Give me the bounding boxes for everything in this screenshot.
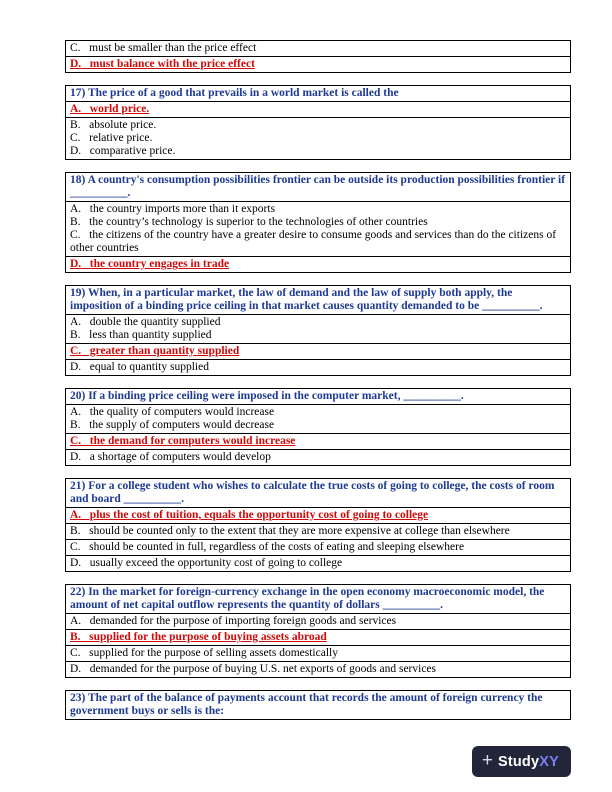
text-line: D. the country engages in trade bbox=[70, 258, 230, 270]
text-line: C. the demand for computers would increase bbox=[70, 435, 296, 447]
text-line: C. should be counted in full, regardless of the costs of eating and sleeping elsewhere bbox=[70, 541, 465, 553]
text-line: 21) For a college student who wishes to calculate the true costs of going to college, the costs of room and board __________. bbox=[70, 480, 558, 505]
logo-text-xy: XY bbox=[539, 753, 559, 770]
correct-answer-row bbox=[66, 101, 570, 117]
exam-question-table bbox=[65, 40, 571, 732]
text-line: B. absolute price. bbox=[70, 119, 157, 131]
question-22 bbox=[65, 584, 571, 678]
text-line: D. usually exceed the opportunity cost of going to college bbox=[70, 557, 343, 569]
text-line: 20) If a binding price ceiling were imposed in the computer market, __________. bbox=[70, 390, 464, 402]
question-21 bbox=[65, 478, 571, 572]
option-row bbox=[66, 555, 570, 571]
question-18 bbox=[65, 172, 571, 273]
text-line: D. comparative price. bbox=[70, 145, 176, 157]
text-line: 19) When, in a particular market, the law of demand and the law of supply both apply, the imposition of a binding price ceiling in that market causes quantity demanded to be __________. bbox=[70, 287, 543, 312]
text-line: D. equal to quantity supplied bbox=[70, 361, 209, 373]
question-row bbox=[66, 479, 570, 507]
correct-answer-row bbox=[66, 433, 570, 449]
question-23 bbox=[65, 690, 571, 720]
text-line: D. a shortage of computers would develop bbox=[70, 451, 271, 463]
text-line: C. must be smaller than the price effect bbox=[70, 42, 257, 54]
question-row bbox=[66, 86, 570, 101]
question-16-continued bbox=[65, 40, 571, 73]
question-row bbox=[66, 389, 570, 404]
text-line: C. supplied for the purpose of selling assets domestically bbox=[70, 647, 338, 659]
question-row bbox=[66, 173, 570, 201]
correct-answer-row bbox=[66, 343, 570, 359]
question-17 bbox=[65, 85, 571, 160]
text-line: A. world price. bbox=[70, 103, 150, 115]
text-line: B. should be counted only to the extent that they are more expensive at college than elsewhere bbox=[70, 525, 510, 537]
option-row bbox=[66, 449, 570, 465]
correct-answer-row bbox=[66, 56, 570, 72]
text-line: C. greater than quantity supplied bbox=[70, 345, 240, 357]
text-line: B. the country’s technology is superior to the technologies of other countries bbox=[70, 216, 428, 228]
option-row bbox=[66, 613, 570, 629]
text-line: A. demanded for the purpose of importing foreign goods and services bbox=[70, 615, 397, 627]
question-19 bbox=[65, 285, 571, 376]
correct-answer-row bbox=[66, 507, 570, 523]
question-row bbox=[66, 286, 570, 314]
option-row bbox=[66, 645, 570, 661]
text-line: D. demanded for the purpose of buying U.S. net exports of goods and services bbox=[70, 663, 437, 675]
option-row bbox=[66, 359, 570, 375]
text-line: A. the country imports more than it exports bbox=[70, 203, 276, 215]
plus-icon: + bbox=[481, 750, 493, 771]
text-line: 23) The part of the balance of payments account that records the amount of foreign currency the government buys or sells is the: bbox=[70, 692, 546, 717]
studyxy-logo[interactable] bbox=[472, 746, 571, 777]
text-line: 18) A country's consumption possibilities frontier can be outside its production possibilities frontier if __________. bbox=[70, 174, 568, 199]
option-row bbox=[66, 117, 570, 159]
option-row bbox=[66, 201, 570, 256]
option-row bbox=[66, 661, 570, 677]
text-line: B. the supply of computers would decrease bbox=[70, 419, 275, 431]
text-line: A. double the quantity supplied bbox=[70, 316, 221, 328]
correct-answer-row bbox=[66, 256, 570, 272]
option-row bbox=[66, 404, 570, 433]
text-line: C. relative price. bbox=[70, 132, 153, 144]
text-line: 17) The price of a good that prevails in a world market is called the bbox=[70, 87, 399, 99]
question-row bbox=[66, 585, 570, 613]
correct-answer-row bbox=[66, 629, 570, 645]
logo-text-study: Study bbox=[497, 753, 540, 770]
text-line: A. the quality of computers would increase bbox=[70, 406, 275, 418]
option-row bbox=[66, 314, 570, 343]
question-row bbox=[66, 691, 570, 719]
option-row bbox=[66, 41, 570, 56]
text-line: C. the citizens of the country have a greater desire to consume goods and services than do the citizens of other countries bbox=[70, 229, 559, 254]
text-line: A. plus the cost of tuition, equals the opportunity cost of going to college bbox=[70, 509, 429, 521]
text-line: B. less than quantity supplied bbox=[70, 329, 212, 341]
text-line: 22) In the market for foreign-currency exchange in the open economy macroeconomic model, the amount of net capital outflow represents the quantity of dollars __________. bbox=[70, 586, 548, 611]
option-row bbox=[66, 523, 570, 539]
question-20 bbox=[65, 388, 571, 466]
text-line: D. must balance with the price effect bbox=[70, 58, 255, 70]
option-row bbox=[66, 539, 570, 555]
text-line: B. supplied for the purpose of buying assets abroad bbox=[70, 631, 327, 643]
